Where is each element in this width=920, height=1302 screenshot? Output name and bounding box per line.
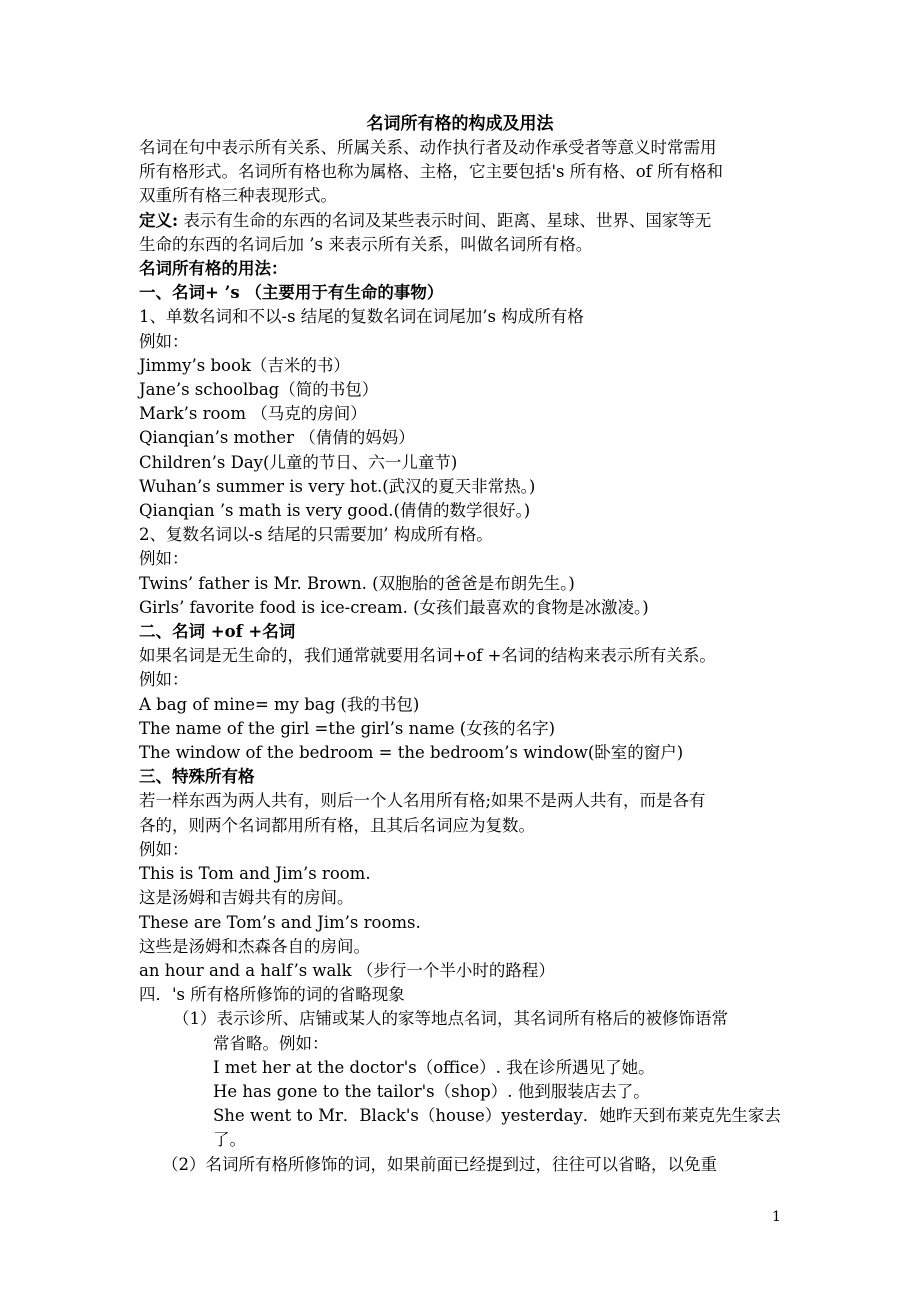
example-line: Wuhan’s summer is very hot.(武汉的夏天非常热。) (139, 476, 536, 496)
example-line: He has gone to the tailor's（shop）. 他到服装店去了。 (213, 1081, 650, 1101)
section4-heading: 四．'s 所有格所修饰的词的省略现象 (139, 985, 405, 1005)
example-line: She went to Mr．Black's（house）yesterday．她昨天到布莱克先生家去 (213, 1106, 781, 1126)
example-line: This is Tom and Jim’s room. (139, 864, 371, 884)
example-line: Qianqian ’s math is very good.(倩倩的数学很好。) (139, 501, 531, 521)
example-line: I met her at the doctor's（office）. 我在诊所遇见了她。 (213, 1057, 655, 1077)
example-label: 例如： (139, 670, 189, 690)
section3-heading: 三、特殊所有格 (139, 767, 255, 787)
example-label: 例如： (139, 839, 189, 859)
document-body (139, 136, 789, 1177)
section4-item1-line: （1）表示诊所、店铺或某人的家等地点名词，其名词所有格后的被修饰语常 (173, 1009, 728, 1029)
example-line: Mark’s room （马克的房间） (139, 404, 367, 424)
section2-heading: 二、名词 +of +名词 (139, 622, 296, 642)
example-line: Qianqian’s mother （倩倩的妈妈） (139, 428, 415, 448)
intro-line: 双重所有格三种表现形式。 (139, 186, 337, 206)
page-title: 名词所有格的构成及用法 (366, 114, 554, 134)
section1-rule1: 1、单数名词和不以-s 结尾的复数名词在词尾加’s 构成所有格 (139, 307, 584, 327)
usage-heading: 名词所有格的用法： (139, 259, 288, 279)
intro-line: 所有格形式。名词所有格也称为属格、主格，它主要包括's 所有格、of 所有格和 (139, 162, 724, 182)
example-line: Jimmy’s book（吉米的书） (139, 355, 350, 375)
example-line: Children’s Day(儿童的节日、六一儿童节) (139, 452, 458, 472)
example-line: 这些是汤姆和杰森各自的房间。 (139, 936, 370, 956)
definition-label: 定义: (139, 210, 179, 230)
example-label: 例如： (139, 549, 189, 569)
example-line: an hour and a half’s walk （步行一个半小时的路程） (139, 960, 555, 980)
section4-item2-line: （2）名词所有格所修饰的词，如果前面已经提到过，往往可以省略，以免重 (162, 1154, 717, 1174)
example-label: 例如： (139, 331, 189, 351)
example-line: These are Tom’s and Jim’s rooms. (139, 912, 421, 932)
section1-heading: 一、名词+ ’s （主要用于有生命的事物） (139, 283, 444, 303)
example-line: Girls’ favorite food is ice-cream. (女孩们最喜欢的食物是冰激凌。) (139, 597, 649, 617)
section3-text: 各的，则两个名词都用所有格，且其后名词应为复数。 (139, 815, 535, 835)
page-number: 1 (772, 1209, 781, 1225)
section1-rule2: 2、复数名词以-s 结尾的只需要加’ 构成所有格。 (139, 525, 493, 545)
example-line: 这是汤姆和吉姆共有的房间。 (139, 888, 354, 908)
intro-line: 名词在句中表示所有关系、所属关系、动作执行者及动作承受者等意义时常需用 (139, 138, 717, 157)
example-line: 了。 (213, 1130, 246, 1150)
section2-text: 如果名词是无生命的，我们通常就要用名词+of +名词的结构来表示所有关系。 (139, 646, 716, 666)
section3-text: 若一样东西为两人共有，则后一个人名用所有格;如果不是两人共有，而是各有 (139, 791, 706, 811)
definition-line (139, 209, 789, 233)
example-line: Jane’s schoolbag（简的书包） (139, 380, 379, 400)
definition-text: 表示有生命的东西的名词及某些表示时间、距离、星球、世界、国家等无 (178, 210, 712, 230)
definition-line: 生命的东西的名词后加 ’s 来表示所有关系，叫做名词所有格。 (139, 234, 593, 254)
example-line: The name of the girl =the girl’s name (女孩的名字) (139, 718, 556, 738)
example-line: The window of the bedroom = the bedroom’s window(卧室的窗户) (139, 743, 684, 763)
section4-item1-line: 常省略。例如： (213, 1033, 329, 1053)
example-line: Twins’ father is Mr. Brown. (双胞胎的爸爸是布朗先生。) (139, 573, 575, 593)
example-line: A bag of mine= my bag (我的书包) (139, 694, 420, 714)
